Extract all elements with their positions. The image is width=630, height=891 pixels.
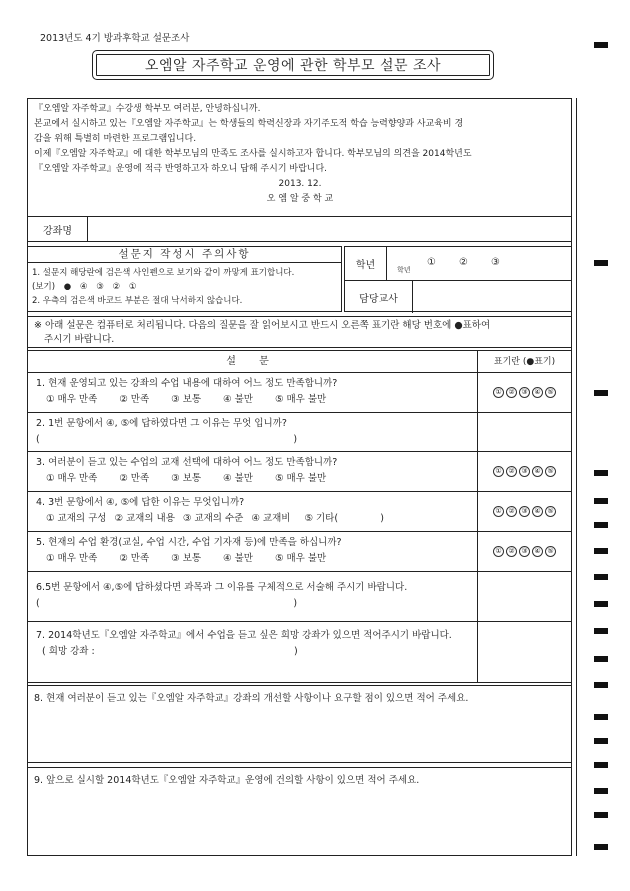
mark-bubble[interactable]: ①	[493, 466, 504, 477]
mark-bubble[interactable]: ④	[532, 466, 543, 477]
answer-option: ③ 보통	[171, 553, 202, 564]
answer-option: ③ 교재의 수준	[182, 513, 244, 524]
mark-bubble[interactable]: ③	[519, 506, 530, 517]
timing-mark	[594, 42, 608, 48]
timing-mark	[594, 812, 608, 818]
guide-line-2: 주시기 바랍니다.	[44, 334, 115, 345]
notice-box	[27, 246, 342, 312]
answer-option: ② 만족	[119, 394, 150, 405]
mark-bubble[interactable]: ②	[506, 506, 517, 517]
answer-option: ⑤ 매우 불만	[274, 553, 327, 564]
timing-mark	[594, 390, 608, 396]
teacher-field[interactable]	[413, 281, 571, 313]
mark-bubble[interactable]: ③	[519, 466, 530, 477]
answer-option: ④ 불만	[223, 553, 253, 564]
question-column-header: 설 문	[226, 356, 279, 367]
question-row-2	[28, 413, 571, 452]
notice-example	[32, 280, 337, 294]
mark-bubble[interactable]: ②	[506, 387, 517, 398]
filled-mark-icon: ●	[63, 282, 72, 292]
timing-mark	[594, 522, 608, 528]
answer-option: ② 교재의 내용	[114, 513, 175, 524]
example-mark: ③	[96, 282, 104, 292]
notice-line-1: 1. 설문지 해당란에 검은색 사인펜으로 보기와 같이 까맣게 표기합니다.	[32, 268, 295, 278]
course-name-row	[27, 216, 572, 242]
question-row-3	[28, 452, 571, 492]
question-8-box[interactable]	[27, 685, 572, 763]
notice-line-2: 2. 우측의 검은색 바코드 부분은 절대 낙서하지 않습니다.	[32, 296, 243, 306]
timing-mark	[594, 788, 608, 794]
timing-mark	[594, 844, 608, 850]
mark-bubble[interactable]: ④	[532, 387, 543, 398]
mark-bubble[interactable]: ③	[519, 387, 530, 398]
answer-blank[interactable]: ( )	[36, 598, 298, 609]
answer-option: ③ 보통	[171, 473, 202, 484]
intro-date: 2013. 12.	[278, 179, 322, 189]
intro-line: 감을 위해 특별히 마련한 프로그램입니다.	[34, 134, 197, 144]
question-row-4	[28, 492, 571, 532]
mark-bubble[interactable]: ①	[493, 387, 504, 398]
timing-mark	[594, 574, 608, 580]
form-frame-right-line	[576, 98, 577, 856]
grade-box	[344, 246, 572, 312]
mark-bubble[interactable]: ⑤	[545, 387, 556, 398]
question-text: 6.5번 문항에서 ④,⑤에 답하셨다면 과목과 그 이유를 구체적으로 서술해 주시기 바랍니다.	[36, 582, 408, 593]
question-row-7	[28, 622, 571, 682]
mark-bubble[interactable]: ⑤	[545, 506, 556, 517]
mark-bubble[interactable]: ②	[506, 466, 517, 477]
question-text: 5. 현재의 수업 환경(교실, 수업 시간, 수업 기자재 등)에 만족을 하십니까?	[36, 537, 342, 548]
mark-bubble[interactable]: ①	[493, 546, 504, 557]
timing-mark	[594, 601, 608, 607]
answer-option: ③ 보통	[171, 394, 202, 405]
notice-heading: 설문지 작성시 주의사항	[28, 247, 341, 263]
answer-option: ④ 불만	[223, 394, 253, 405]
timing-mark	[594, 682, 608, 688]
mark-bubble[interactable]: ⑤	[545, 546, 556, 557]
question-table	[27, 350, 572, 683]
example-mark: ①	[128, 282, 137, 292]
intro-school: 오 엠 알 중 학 교	[266, 194, 334, 204]
question-text: 2. 1번 문항에서 ④, ⑤에 답하였다면 그 이유는 무엇 입니까?	[36, 418, 287, 429]
question-text: 4. 3번 문항에서 ④, ⑤에 답한 이유는 무엇입니까?	[36, 497, 245, 508]
course-name-label: 강좌명	[28, 217, 88, 241]
intro-line: 이제『오엠알 자주학교』에 대한 학부모님의 만족도 조사를 실시하고자 합니다. 학부모님의 의견을 2014학년도	[34, 149, 472, 159]
question-row-5	[28, 532, 571, 572]
mark-bubble[interactable]: ④	[532, 506, 543, 517]
answer-option: ② 만족	[119, 553, 150, 564]
intro-line: 『오엠알 자주학교』수강생 학부모 여러분, 안녕하십니까.	[34, 104, 261, 114]
answer-option: ④ 교재비	[251, 513, 291, 524]
question-text: 1. 현재 운영되고 있는 강좌의 수업 내용에 대하여 어느 정도 만족합니까?	[36, 378, 338, 389]
intro-text	[30, 100, 570, 210]
mark-bubble[interactable]: ②	[506, 546, 517, 557]
grade-option-2[interactable]: ②	[459, 257, 468, 268]
grade-sub-label: 학년	[397, 266, 411, 274]
timing-mark	[594, 656, 608, 662]
timing-mark	[594, 470, 608, 476]
survey-header: 2013년도 4기 방과후학교 설문조사	[40, 33, 190, 44]
answer-option: ⑤ 매우 불만	[274, 394, 327, 405]
notice-example-label: (보기)	[32, 282, 56, 292]
answer-option: ① 매우 만족	[46, 394, 98, 405]
timing-mark	[594, 260, 608, 266]
answer-option: ② 만족	[119, 473, 150, 484]
answer-option: ① 교재의 구성	[46, 513, 107, 524]
answer-option: ① 매우 만족	[46, 473, 98, 484]
intro-line: 『오엠알 자주학교』운영에 적극 반영하고자 하오니 답해 주시기 바랍니다.	[34, 164, 328, 174]
example-mark: ②	[112, 282, 121, 292]
question-text: 7. 2014학년도『오엠알 자주학교』에서 수업을 듣고 싶은 희망 강좌가 있으면 적어주시기 바랍니다.	[36, 630, 452, 641]
example-mark: ④	[79, 282, 88, 292]
question-8-text: 8. 현재 여러분이 듣고 있는『오엠알 자주학교』강좌의 개선할 사항이나 요구할 점이 있으면 적어 주세요.	[34, 693, 469, 704]
question-row-1	[28, 373, 571, 413]
mark-column-header: 표기란 (●표기)	[477, 351, 571, 372]
mark-bubble[interactable]: ③	[519, 546, 530, 557]
timing-mark	[594, 548, 608, 554]
answer-option: ⑤ 매우 불만	[274, 473, 327, 484]
grade-label: 학년	[345, 247, 387, 280]
timing-mark	[594, 628, 608, 634]
timing-mark	[594, 714, 608, 720]
answer-blank[interactable]: ( )	[36, 434, 298, 445]
answer-blank[interactable]: ( 희망 강좌 : )	[42, 646, 298, 657]
course-name-field[interactable]	[88, 217, 571, 241]
mark-bubble[interactable]: ④	[532, 546, 543, 557]
answer-option: ① 매우 만족	[46, 553, 98, 564]
answer-option: ⑤ 기타( )	[304, 513, 385, 524]
guide-box	[27, 316, 572, 348]
question-9-text: 9. 앞으로 실시할 2014학년도『오엠알 자주학교』운영에 건의할 사항이 있으면 적어 주세요.	[34, 775, 420, 786]
guide-line-1: ※ 아래 설문은 컴퓨터로 처리됩니다. 다음의 질문을 잘 읽어보시고 반드시 오른쪽 표기란 해당 번호에 ●표하여	[34, 320, 491, 331]
question-text: 3. 여러분이 듣고 있는 수업의 교재 선택에 대하여 어느 정도 만족합니까?	[36, 457, 338, 468]
survey-title: 오엠알 자주학교 운영에 관한 학부모 설문 조사	[92, 50, 494, 80]
mark-bubble[interactable]: ①	[493, 506, 504, 517]
timing-mark	[594, 738, 608, 744]
answer-option: ④ 불만	[223, 473, 253, 484]
grade-option-1[interactable]: ①	[427, 257, 436, 268]
question-row-6	[28, 572, 571, 622]
teacher-label: 담당교사	[345, 281, 413, 313]
intro-line: 본교에서 실시하고 있는『오엠알 자주학교』는 학생들의 학력신장과 자기주도적 학습 능력향양과 사교육비 경	[34, 119, 464, 129]
mark-bubble[interactable]: ⑤	[545, 466, 556, 477]
timing-mark	[594, 498, 608, 504]
grade-option-3[interactable]: ③	[491, 257, 500, 268]
timing-mark	[594, 762, 608, 768]
question-9-box[interactable]	[27, 767, 572, 856]
